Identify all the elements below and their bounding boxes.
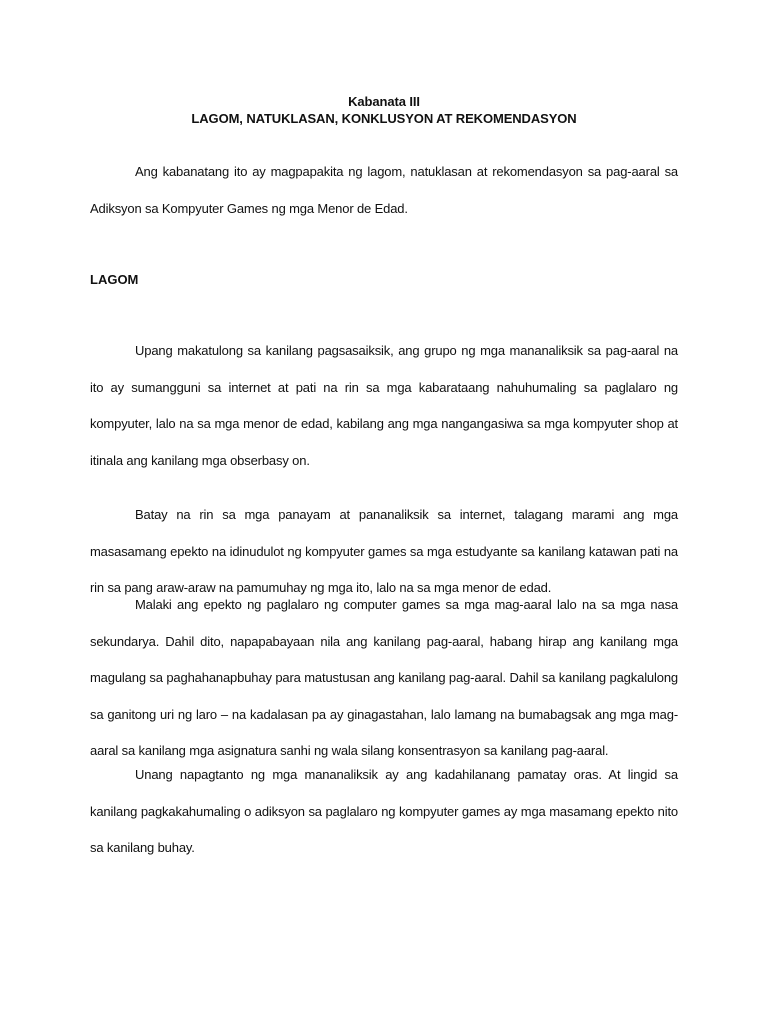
chapter-number: Kabanata III <box>348 94 420 109</box>
body-paragraph: Malaki ang epekto ng paglalaro ng computer games sa mga mag-aaral lalo na sa mga nasa sekundarya. Dahil dito, napapabayaan nila ang kanilang pag-aaral, habang hirap ang kanilang mga magulang sa paghahanapbuhay para matustusan ang kanilang pag-aaral. Dahil sa kanilang pagkalulong sa ganitong uri ng laro – na kadalasan pa ay ginagastahan, lalo lamang na bumabagsak ang mga mag-aaral sa kanilang mga asignatura sanhi ng wala silang konsentrasyon sa kanilang pag-aaral. <box>90 597 678 758</box>
chapter-title: LAGOM, NATUKLASAN, KONKLUSYON AT REKOMENDASYON <box>191 111 577 126</box>
section-heading-lagom: LAGOM <box>90 272 139 287</box>
body-paragraph: Batay na rin sa mga panayam at pananaliksik sa internet, talagang marami ang mga masasamang epekto na idinudulot ng kompyuter games sa mga estudyante sa kanilang katawan pati na rin sa pang araw-araw na pamumuhay ng mga ito, lalo na sa mga menor de edad. <box>90 507 678 595</box>
body-paragraph: Unang napagtanto ng mga mananaliksik ay ang kadahilanang pamatay oras. At lingid sa kanilang pagkakahumaling o adiksyon sa paglalaro ng kompyuter games ay mga masamang epekto nito sa kanilang buhay. <box>90 767 678 855</box>
body-paragraph: Upang makatulong sa kanilang pagsasaiksik, ang grupo ng mga mananaliksik sa pag-aaral na ito ay sumangguni sa internet at pati na rin sa mga kabarataang nahuhumaling sa paglalaro ng kompyuter, lalo na sa mga menor de edad, kabilang ang mga nangangasiwa sa mga kompyuter shop at itinala ang kanilang mga obserbasy on. <box>90 343 678 468</box>
intro-paragraph: Ang kabanatang ito ay magpapakita ng lagom, natuklasan at rekomendasyon sa pag-aaral sa Adiksyon sa Kompyuter Games ng mga Menor de Edad. <box>90 164 678 216</box>
